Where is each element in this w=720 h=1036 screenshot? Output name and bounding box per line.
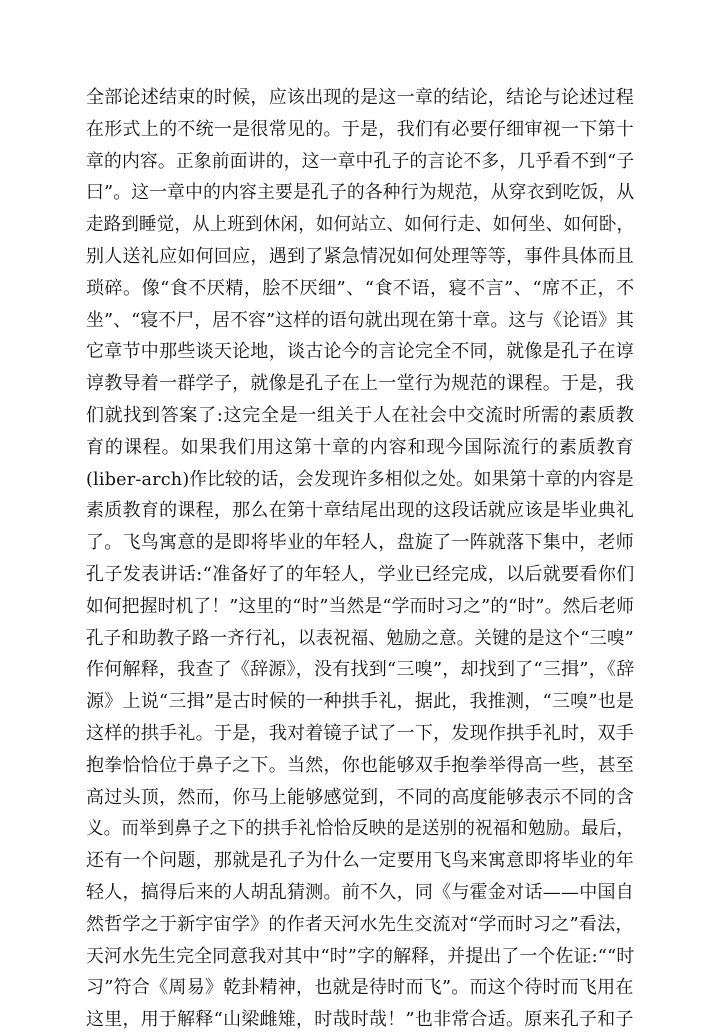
text-line: 抱拳恰恰位于鼻子之下。当然，你也能够双手抱拳举得高一些，甚至 <box>86 754 635 776</box>
text-line: 孔子和助教子路一齐行礼，以表祝福、勉励之意。关键的是这个“三嗅” <box>86 627 634 649</box>
text-line: 源》上说“三揖”是古时候的一种拱手礼，据此，我推测，“三嗅”也是 <box>86 691 635 713</box>
text-line: 孔子发表讲话:“准备好了的年轻人，学业已经完成，以后就要看你们 <box>86 563 635 585</box>
text-line: 别人送礼应如何回应，遇到了紧急情况如何处理等等，事件具体而且 <box>86 245 635 267</box>
text-line: 谆教导着一群学子，就像是孔子在上一堂行为规范的课程。于是，我 <box>86 373 635 395</box>
text-line: 全部论述结束的时候，应该出现的是这一章的结论，结论与论述过程 <box>86 87 635 108</box>
text-line: 了。飞鸟寓意的是即将毕业的年轻人，盘旋了一阵就落下集中，老师 <box>86 532 635 554</box>
body-text <box>86 82 634 1036</box>
text-line: 素质教育的课程，那么在第十章结尾出现的这段话就应该是毕业典礼 <box>86 500 635 522</box>
text-line: 轻人，搞得后来的人胡乱猜测。前不久，同《与霍金对话——中国自 <box>86 881 635 903</box>
text-line: 曰”。这一章中的内容主要是孔子的各种行为规范，从穿衣到吃饭，从 <box>86 182 635 204</box>
text-line: 们就找到答案了:这完全是一组关于人在社会中交流时所需的素质教 <box>86 404 635 426</box>
text-line: 在形式上的不统一是很常见的。于是，我们有必要仔细审视一下第十 <box>86 118 635 140</box>
text-line: 作何解释，我查了《辞源》，没有找到“三嗅”，却找到了“三揖”，《辞 <box>86 659 635 681</box>
text-line: 琐碎。像“食不厌精，脍不厌细”、“食不语，寝不言”、“席不正，不 <box>86 277 635 299</box>
text-line: 它章节中那些谈天论地，谈古论今的言论完全不同，就像是孔子在谆 <box>86 341 635 363</box>
text-line: 这样的拱手礼。于是，我对着镜子试了一下，发现作拱手礼时，双手 <box>86 722 635 744</box>
text-line: 天河水先生完全同意我对其中“时”字的解释，并提出了一个佐证:““时 <box>86 945 635 967</box>
text-line: 章的内容。正象前面讲的，这一章中孔子的言论不多，几乎看不到“子 <box>86 150 635 172</box>
text-line: 高过头顶，然而，你马上能够感觉到，不同的高度能够表示不同的含 <box>86 786 635 808</box>
text-line: 育的课程。如果我们用这第十章的内容和现今国际流行的素质教育 <box>86 436 635 458</box>
text-line: 如何把握时机了！”这里的“时”当然是“学而时习之”的“时”。然后老师 <box>86 595 635 617</box>
text-line: 然哲学之于新宇宙学》的作者天河水先生交流对“学而时习之”看法， <box>86 913 634 935</box>
text-line: 这里，用于解释“山梁雌雉，时哉时哉！”也非常合适。原来孔子和子 <box>86 1009 634 1031</box>
text-line: (liber-arch)作比较的话，会发现许多相似之处。如果第十章的内容是 <box>86 468 634 490</box>
text-line: 走路到睡觉，从上班到休闲，如何站立、如何行走、如何坐、如何卧， <box>86 214 635 236</box>
text-line: 还有一个问题，那就是孔子为什么一定要用飞鸟来寓意即将毕业的年 <box>86 850 635 872</box>
text-line: 义。而举到鼻子之下的拱手礼恰恰反映的是送别的祝福和勉励。最后， <box>86 818 635 840</box>
text-line: 习”符合《周易》乾卦精神，也就是待时而飞”。而这个待时而飞用在 <box>86 977 634 999</box>
text-line: 坐”、“寝不尸，居不容”这样的语句就出现在第十章。这与《论语》其 <box>86 309 635 331</box>
